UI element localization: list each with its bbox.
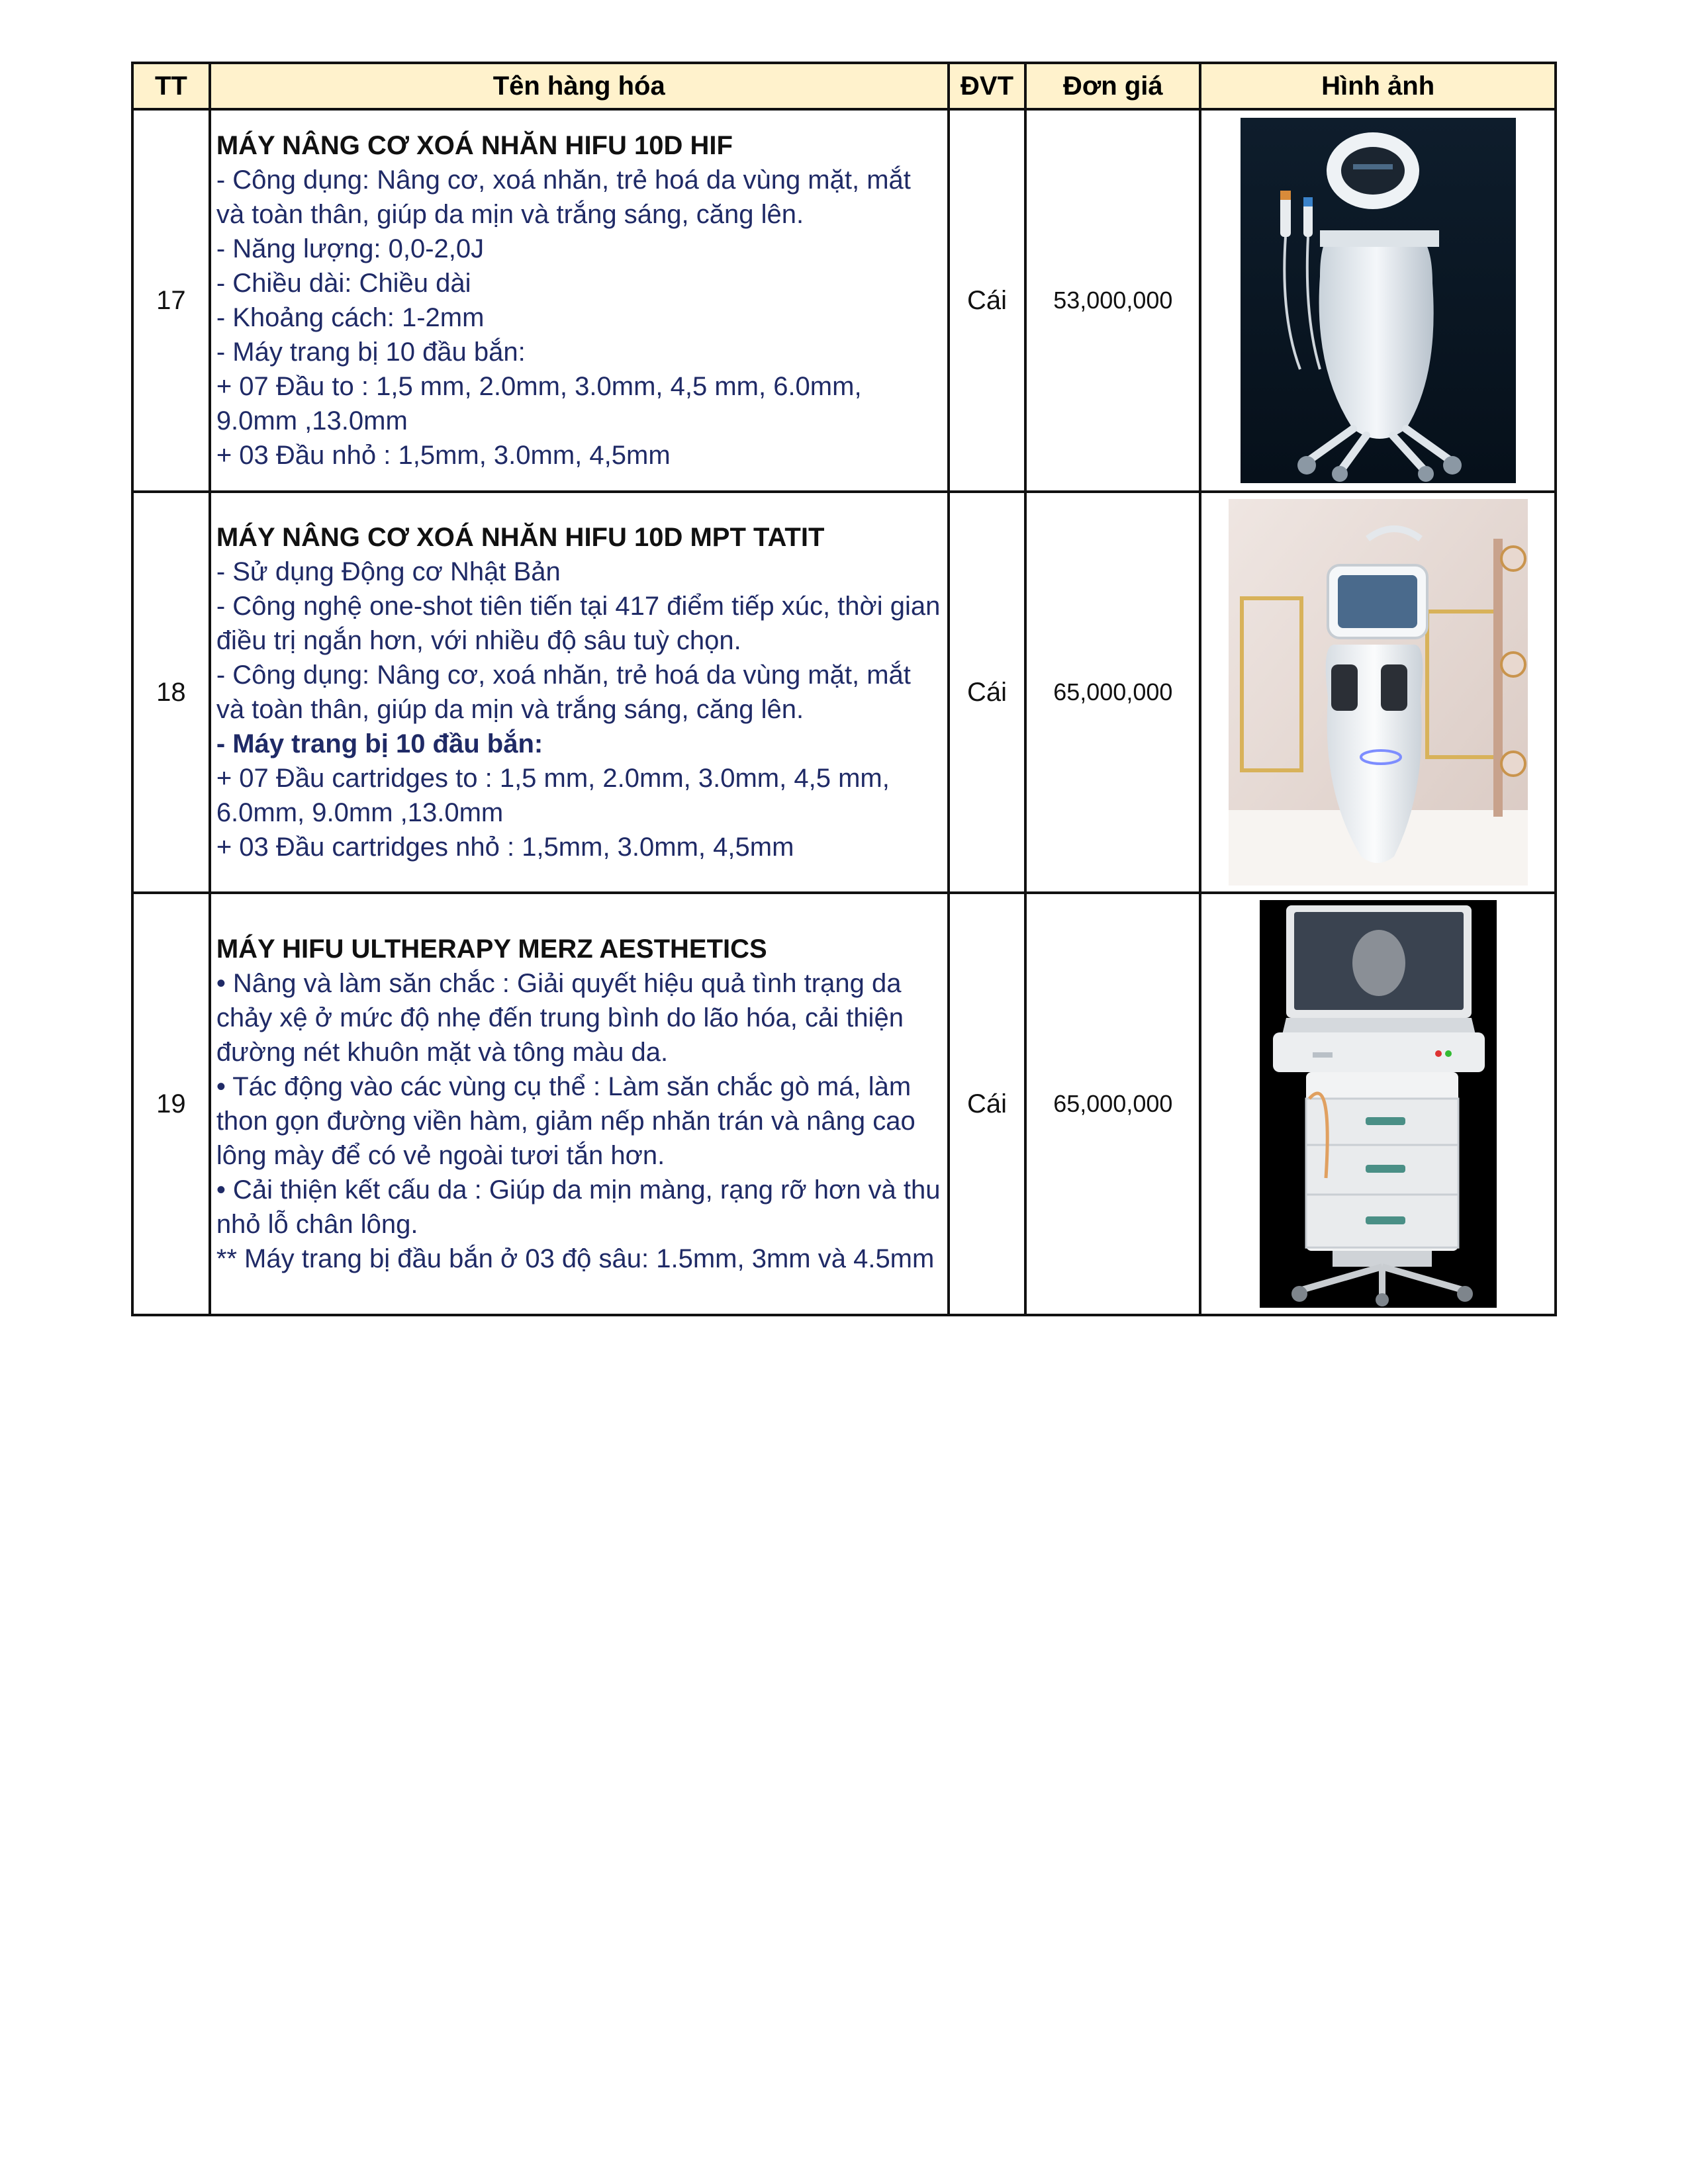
product-cell	[210, 109, 949, 492]
image-cell	[1200, 893, 1556, 1315]
product-desc-line: • Nâng và làm săn chắc : Giải quyết hiệu quả tình trạng da chảy xệ ở mức độ nhẹ đến trung bình do lão hóa, cải thiện đường nét khuôn mặt và tông màu da.	[216, 969, 912, 1067]
product-title: MÁY NÂNG CƠ XOÁ NHĂN HIFU 10D MPT TATIT	[216, 523, 825, 552]
product-cell	[210, 492, 949, 893]
row-number: 18	[132, 492, 210, 893]
product-desc-line: - Chiều dài: Chiều dài	[216, 269, 471, 298]
unit-cell: Cái	[949, 492, 1026, 893]
row-number: 19	[132, 893, 210, 1315]
product-desc-line: - Máy trang bị 10 đầu bắn:	[216, 338, 526, 367]
header-unit: ĐVT	[949, 63, 1026, 109]
product-desc-line: • Tác động vào các vùng cụ thể : Làm săn chắc gò má, làm thon gọn đường viền hàm, giảm nếp nhăn trán và nâng cao lông mày để có vẻ ngoài tươi tắn hơn.	[216, 1072, 923, 1170]
table-row	[132, 893, 1556, 1315]
hifu-machine-salon-photo	[1229, 499, 1528, 886]
header-price: Đơn giá	[1025, 63, 1200, 109]
product-desc-line: + 03 Đầu nhỏ : 1,5mm, 3.0mm, 4,5mm	[216, 441, 671, 470]
product-desc-line: - Công nghệ one-shot tiên tiến tại 417 điểm tiếp xúc, thời gian điều trị ngắn hơn, với nhiều độ sâu tuỳ chọn.	[216, 592, 948, 655]
table-row	[132, 109, 1556, 492]
hifu-machine-dark-photo	[1241, 118, 1516, 483]
product-desc-line: - Công dụng: Nâng cơ, xoá nhăn, trẻ hoá da vùng mặt, mắt và toàn thân, giúp da mịn và trắng sáng, căng lên.	[216, 660, 919, 724]
product-desc-line: - Công dụng: Nâng cơ, xoá nhăn, trẻ hoá da vùng mặt, mắt và toàn thân, giúp da mịn và trắng sáng, căng lên.	[216, 165, 919, 229]
product-desc-line: + 07 Đầu cartridges to : 1,5 mm, 2.0mm, 3.0mm, 4,5 mm, 6.0mm, 9.0mm ,13.0mm	[216, 764, 897, 827]
price-table	[131, 62, 1557, 1316]
price-cell: 53,000,000	[1025, 109, 1200, 492]
image-cell	[1200, 492, 1556, 893]
product-desc-line: ** Máy trang bị đầu bắn ở 03 độ sâu: 1.5mm, 3mm và 4.5mm	[216, 1244, 935, 1273]
unit-cell: Cái	[949, 893, 1026, 1315]
table-header-row	[132, 63, 1556, 109]
product-desc-line: • Cải thiện kết cấu da : Giúp da mịn màng, rạng rỡ hơn và thu nhỏ lỗ chân lông.	[216, 1175, 948, 1239]
unit-cell: Cái	[949, 109, 1026, 492]
product-desc-line: - Khoảng cách: 1-2mm	[216, 303, 485, 332]
price-cell: 65,000,000	[1025, 492, 1200, 893]
product-desc-line: + 03 Đầu cartridges nhỏ : 1,5mm, 3.0mm, 4,5mm	[216, 833, 794, 862]
table-row	[132, 492, 1556, 893]
product-desc-line: + 07 Đầu to : 1,5 mm, 2.0mm, 3.0mm, 4,5 mm, 6.0mm, 9.0mm ,13.0mm	[216, 372, 869, 435]
product-desc-line: - Năng lượng: 0,0-2,0J	[216, 234, 485, 263]
ultherapy-cart-photo	[1260, 900, 1497, 1308]
product-cell	[210, 893, 949, 1315]
product-title: MÁY NÂNG CƠ XOÁ NHĂN HIFU 10D HIF	[216, 131, 733, 160]
header-name: Tên hàng hóa	[210, 63, 949, 109]
product-title: MÁY HIFU ULTHERAPY MERZ AESTHETICS	[216, 934, 767, 964]
price-cell: 65,000,000	[1025, 893, 1200, 1315]
header-tt: TT	[132, 63, 210, 109]
header-image: Hình ảnh	[1200, 63, 1556, 109]
image-cell	[1200, 109, 1556, 492]
product-desc-line: - Máy trang bị 10 đầu bắn:	[216, 729, 543, 758]
product-desc-line: - Sử dụng Động cơ Nhật Bản	[216, 557, 561, 586]
row-number: 17	[132, 109, 210, 492]
